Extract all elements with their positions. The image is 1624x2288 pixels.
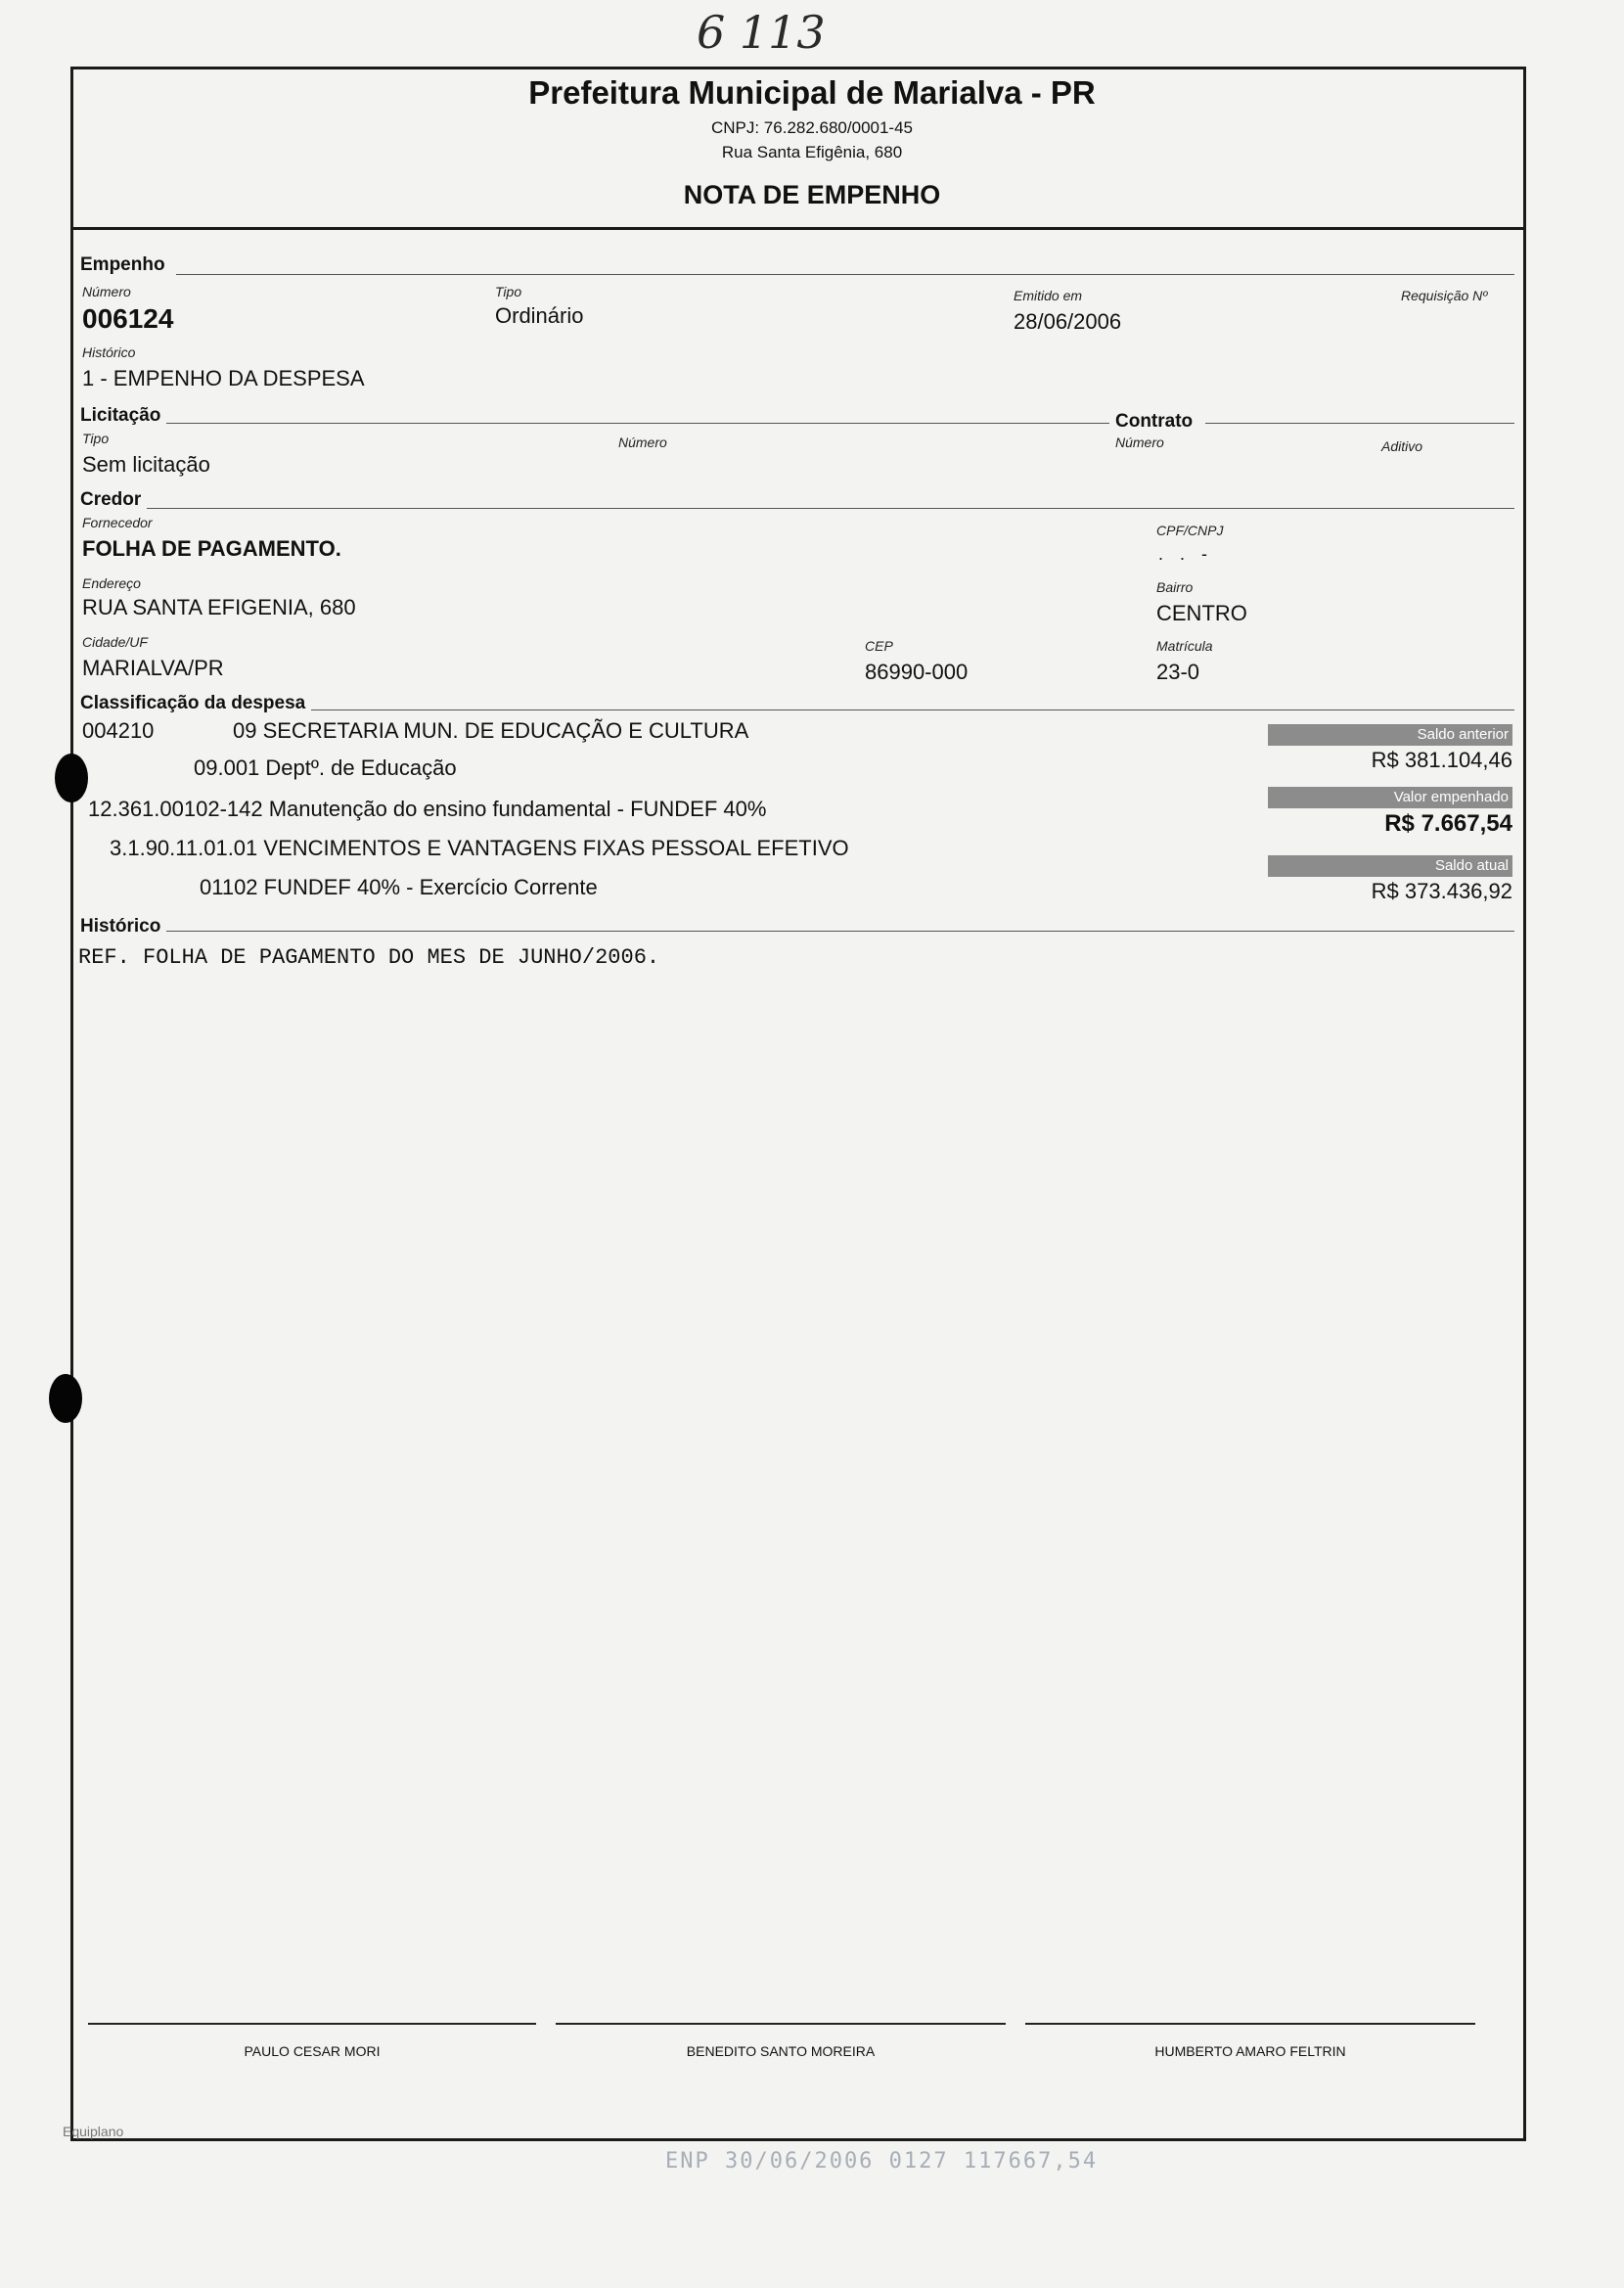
credor-section-title: Credor [80, 489, 142, 510]
classificacao-section-title: Classificação da despesa [80, 693, 306, 713]
header-separator [70, 227, 1526, 230]
empenho-tipo: Ordinário [495, 303, 584, 328]
historico-text: REF. FOLHA DE PAGAMENTO DO MES DE JUNHO/2006. [78, 945, 660, 970]
signature-line-2 [556, 2023, 1006, 2025]
classificacao-line-3: 12.361.00102-142 Manutenção do ensino fundamental - FUNDEF 40% [88, 797, 767, 821]
endereco-value: RUA SANTA EFIGENIA, 680 [82, 595, 356, 619]
fornecedor-value: FOLHA DE PAGAMENTO. [82, 536, 341, 561]
licitacao-tipo-label: Tipo [82, 431, 110, 446]
software-footer: Equiplano [63, 2124, 124, 2139]
signature-name-1: PAULO CESAR MORI [244, 2043, 381, 2059]
empenho-section-title: Empenho [80, 254, 165, 275]
cpf-label: CPF/CNPJ [1156, 523, 1224, 538]
cidade-value: MARIALVA/PR [82, 656, 224, 680]
contrato-aditivo-label: Aditivo [1381, 438, 1423, 454]
signature-name-3: HUMBERTO AMARO FELTRIN [1154, 2043, 1346, 2059]
bairro-value: CENTRO [1156, 601, 1247, 625]
empenho-historico-label: Histórico [82, 344, 136, 360]
empenho-rule [176, 274, 1514, 275]
classificacao-line-5: 01102 FUNDEF 40% - Exercício Corrente [200, 875, 598, 899]
emitido-label: Emitido em [1014, 288, 1083, 303]
punch-hole-bottom [49, 1374, 82, 1423]
classificacao-line-1: 09 SECRETARIA MUN. DE EDUCAÇÃO E CULTURA [233, 718, 749, 743]
licitacao-tipo: Sem licitação [82, 452, 210, 477]
contrato-rule [1205, 423, 1514, 424]
contrato-numero-label: Número [1115, 435, 1164, 450]
saldo-anterior-label: Saldo anterior [1268, 724, 1512, 746]
classificacao-line-4: 3.1.90.11.01.01 VENCIMENTOS E VANTAGENS FIXAS PESSOAL EFETIVO [110, 836, 849, 860]
classificacao-line-2: 09.001 Deptº. de Educação [194, 755, 457, 780]
empenho-historico: 1 - EMPENHO DA DESPESA [82, 366, 365, 390]
classificacao-code: 004210 [82, 718, 155, 743]
matricula-label: Matrícula [1156, 638, 1213, 654]
empenho-numero: 006124 [82, 303, 174, 334]
cep-label: CEP [865, 638, 893, 654]
saldo-atual-value: R$ 373.436,92 [1371, 879, 1512, 903]
valor-empenhado-label: Valor empenhado [1268, 787, 1512, 808]
signature-name-2: BENEDITO SANTO MOREIRA [686, 2043, 876, 2059]
empenho-tipo-label: Tipo [495, 284, 522, 299]
cpf-value: . . - [1158, 544, 1213, 564]
cidade-label: Cidade/UF [82, 634, 148, 650]
licitacao-rule [166, 423, 1109, 424]
valor-empenhado-value: R$ 7.667,54 [1384, 810, 1512, 837]
classificacao-rule [311, 709, 1514, 710]
credor-rule [147, 508, 1514, 509]
fornecedor-label: Fornecedor [82, 515, 153, 530]
empenho-numero-label: Número [82, 284, 131, 299]
saldo-anterior-value: R$ 381.104,46 [1371, 748, 1512, 772]
page-title: Prefeitura Municipal de Marialva - PR [528, 74, 1096, 111]
matricula-value: 23-0 [1156, 660, 1200, 684]
saldo-atual-label: Saldo atual [1268, 855, 1512, 877]
historico-rule [166, 931, 1514, 932]
handwritten-page-number: 6 113 [697, 6, 826, 59]
licitacao-numero-label: Número [618, 435, 667, 450]
contrato-section-title: Contrato [1115, 411, 1194, 432]
licitacao-section-title: Licitação [80, 405, 161, 426]
requisicao-label: Requisição Nº [1401, 288, 1488, 303]
cnpj-text: CNPJ: 76.282.680/0001-45 [710, 118, 914, 137]
emitido-date: 28/06/2006 [1014, 309, 1122, 334]
bairro-label: Bairro [1156, 579, 1194, 595]
endereco-label: Endereço [82, 575, 141, 591]
punch-hole-top [55, 754, 88, 802]
signature-line-3 [1025, 2023, 1475, 2025]
historico-section-title: Histórico [80, 916, 161, 937]
doc-title: NOTA DE EMPENHO [683, 180, 941, 209]
cep-value: 86990-000 [865, 660, 969, 684]
signature-line-1 [88, 2023, 536, 2025]
address-text: Rua Santa Efigênia, 680 [721, 143, 903, 161]
bank-stamp: ENP 30/06/2006 0127 117667,54 [665, 2149, 1099, 2174]
